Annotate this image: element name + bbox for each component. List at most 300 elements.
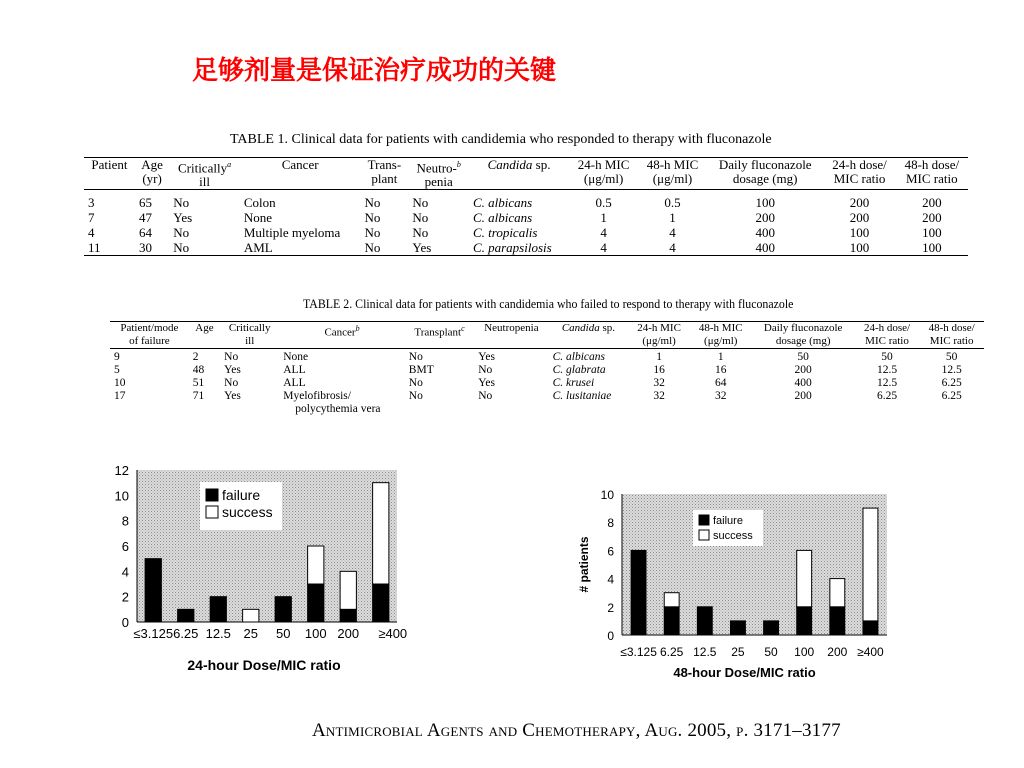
slide-title: 足够剂量是保证治疗成功的关键: [192, 56, 557, 86]
y-axis-title: # patients: [577, 536, 591, 593]
table-cell-text: 32: [715, 390, 727, 402]
table-cell-text: No: [364, 225, 381, 241]
table-cell-text: 50: [797, 351, 809, 363]
x-tick-label: 100: [304, 626, 327, 641]
table-cell-text: 17: [114, 390, 126, 402]
bar-failure: [178, 609, 194, 622]
bar-success: [340, 571, 356, 609]
table-cell: [628, 349, 690, 365]
table-cell: [360, 190, 408, 211]
table-cell: [690, 377, 752, 390]
table-cell-text: No: [224, 377, 239, 389]
table-cell: [84, 190, 135, 211]
y-tick-label: 2: [121, 589, 129, 605]
table1-header-2: [169, 158, 240, 190]
table2-header-9: [752, 322, 855, 349]
y-tick-label: 2: [607, 600, 614, 615]
table-cell-text: No: [412, 195, 429, 211]
table-cell: [823, 190, 895, 211]
table-cell-text: 5: [114, 364, 120, 376]
table-cell-text: 64: [138, 225, 152, 241]
table2-header-4: [405, 322, 474, 349]
table-cell: [240, 190, 361, 211]
table-cell: [896, 225, 968, 240]
table-cell-text: C. tropicalis: [472, 225, 538, 241]
table2-header-8-line2: (μg/ml): [704, 335, 738, 347]
table-cell-text: No: [412, 225, 429, 241]
table2-header-1-line1: Age: [195, 322, 214, 334]
table-row: [84, 190, 968, 211]
table-cell-text: No: [412, 210, 429, 226]
table-cell: [638, 225, 707, 240]
table-cell: [896, 240, 968, 256]
table-cell: [110, 349, 189, 365]
table2: [110, 321, 984, 416]
y-tick-label: 0: [121, 615, 129, 630]
table2-header-8-line1: 48-h MIC: [698, 322, 743, 334]
table1-header-5: [408, 158, 469, 190]
y-tick-label: 10: [114, 488, 129, 504]
table1-header-1-line1: Age: [141, 157, 163, 172]
table-cell: [896, 190, 968, 211]
table-cell-text: 100: [849, 225, 870, 241]
table-cell: [823, 210, 895, 225]
table-cell: [569, 210, 638, 225]
table1-header-8-line1: 48-h MIC: [646, 157, 699, 172]
table-cell: [474, 390, 548, 416]
table-cell-text: 9: [114, 351, 120, 363]
table-cell: [240, 225, 361, 240]
journal-citation: Antimicrobial Agents and Chemotherapy, Aug. 2005, p. 3171–3177: [312, 720, 841, 741]
x-tick-label: 6.25: [173, 626, 199, 641]
table-row: [84, 240, 968, 256]
x-tick-label: ≥400: [378, 626, 408, 641]
table2-header-2-line2: ill: [245, 335, 255, 347]
x-tick-label: 200: [827, 645, 848, 659]
table2-header-6: [549, 322, 629, 349]
table1-header-6-line1: Candida: [487, 157, 533, 172]
legend-swatch-failure: [206, 489, 218, 501]
table-cell: [135, 240, 169, 256]
bar-failure: [764, 621, 779, 635]
chart-48h-dose-mic: [560, 480, 920, 695]
table2-header-6-line2: sp.: [599, 322, 616, 334]
table-cell-text: Multiple myeloma: [243, 225, 341, 241]
table-cell: [135, 225, 169, 240]
table-cell: [855, 390, 920, 416]
table-cell-text: C. krusei: [552, 377, 595, 389]
table-cell-text: 30: [138, 240, 152, 256]
table2-header-3: [279, 322, 405, 349]
table-cell: [240, 240, 361, 256]
bar-success: [797, 550, 812, 606]
table-cell: [823, 225, 895, 240]
table-cell-text: 16: [653, 364, 665, 376]
table-cell-text: 200: [849, 195, 870, 211]
table-cell: [919, 364, 984, 377]
table-cell: [752, 377, 855, 390]
table-cell: [919, 390, 984, 416]
table-cell: [279, 364, 405, 377]
table-cell: [279, 390, 405, 416]
table-cell: [690, 364, 752, 377]
bar-failure: [863, 621, 878, 635]
table-cell-text: C. glabrata: [552, 364, 606, 376]
table1-header-11-line1: 48-h dose/: [904, 157, 960, 172]
table-cell-text: 3: [88, 195, 95, 211]
table-cell-text: 4: [669, 240, 676, 256]
table2-header-9-line1: Daily fluconazole: [763, 322, 843, 334]
table-cell: [189, 349, 220, 365]
table-cell-text: 100: [922, 225, 942, 241]
table-cell-text: Yes: [478, 377, 495, 389]
table-cell-text: No: [478, 364, 493, 376]
table-cell: [690, 390, 752, 416]
table-cell-text: 12.5: [876, 377, 898, 389]
table-cell: [220, 349, 279, 365]
table-cell-text: Yes: [224, 364, 241, 376]
table2-body: [110, 349, 984, 417]
table-cell: [84, 210, 135, 225]
table-cell-text: 200: [849, 210, 870, 226]
table-cell-text: 400: [794, 377, 812, 389]
table2-header-7-line2: (μg/ml): [642, 335, 676, 347]
table-cell: [84, 225, 135, 240]
x-tick-label: 50: [764, 645, 778, 659]
table-cell: [474, 349, 548, 365]
table-cell: [189, 364, 220, 377]
table2-header-0-line1: Patient/mode: [120, 322, 179, 334]
table-cell-text: C. albicans: [552, 351, 606, 363]
table1-header-5-line1: Neutro-: [416, 160, 457, 176]
table-cell-text: No: [408, 390, 423, 402]
table-cell-text: No: [364, 195, 381, 211]
table-cell: [638, 210, 707, 225]
table1-header-3: [240, 158, 361, 190]
table-cell-text: 4: [600, 225, 607, 241]
table2-caption: TABLE 2. Clinical data for patients with candidemia who failed to respond to therapy with fluconazole: [303, 297, 794, 311]
table-cell: [360, 225, 408, 240]
table1-header-0: [84, 158, 135, 190]
table-cell: [220, 377, 279, 390]
table1-header-2-line1: Critically: [177, 160, 228, 176]
table-cell-text: 400: [755, 240, 775, 256]
table-cell-text: 6.25: [941, 377, 962, 389]
table-cell-text: 1: [600, 210, 607, 226]
table-cell: [855, 377, 920, 390]
table-cell: [469, 240, 569, 256]
table-cell: [896, 210, 968, 225]
table2-header-11: [919, 322, 984, 349]
table1-header-2-footnote: a: [227, 160, 232, 169]
table-cell-text: 0.5: [595, 195, 612, 211]
table-cell-text: 50: [881, 351, 893, 363]
table-cell-text: 200: [794, 390, 812, 402]
table-row: [84, 210, 968, 225]
table-cell: [707, 225, 823, 240]
legend-swatch-success: [206, 506, 218, 518]
table-cell: [169, 190, 240, 211]
bar-success: [863, 508, 878, 621]
table-cell: [823, 240, 895, 256]
table-cell: [628, 377, 690, 390]
table-cell: [169, 210, 240, 225]
table1-header-row: [84, 158, 968, 190]
table-cell: [220, 390, 279, 416]
table2-header-10: [855, 322, 920, 349]
table2-header-3-footnote: b: [355, 324, 360, 333]
table-cell: [408, 210, 469, 225]
table-row: [110, 364, 984, 377]
table-cell-text: 16: [715, 364, 727, 376]
bar-failure: [797, 607, 812, 635]
table-cell: [240, 210, 361, 225]
x-tick-label: ≤3.125: [133, 626, 174, 641]
bar-success: [830, 579, 845, 607]
table-cell-text: No: [478, 390, 493, 402]
table-cell: [469, 225, 569, 240]
table-cell-text: 47: [138, 210, 152, 226]
table2-header-2: [220, 322, 279, 349]
table1-header-11: [896, 158, 968, 190]
table-row: [84, 225, 968, 240]
table1-header-8: [638, 158, 707, 190]
table2-header-3-line1: Cancer: [324, 326, 356, 339]
table-cell: [405, 349, 474, 365]
legend-label-success: success: [222, 504, 273, 520]
table-cell: [919, 377, 984, 390]
table2-header-5-line1: Neutropenia: [484, 322, 539, 334]
table-cell: [569, 190, 638, 211]
x-tick-label: 100: [794, 645, 815, 659]
table-cell-text: 0.5: [664, 195, 681, 211]
table-cell-text: ALL: [283, 377, 306, 389]
table1-header-6: [469, 158, 569, 190]
table-cell-text: Yes: [224, 390, 241, 402]
x-axis-title: 48-hour Dose/MIC ratio: [673, 665, 816, 680]
table-cell: [135, 190, 169, 211]
table-cell-text: 71: [192, 390, 205, 402]
table-cell: [919, 349, 984, 365]
table2-wrapper: [110, 321, 984, 440]
table-cell-text: No: [173, 240, 190, 256]
table2-header-row: [110, 322, 984, 349]
x-tick-label: 12.5: [693, 645, 717, 659]
table-cell-text: Colon: [243, 195, 276, 211]
table2-header-9-line2: dosage (mg): [775, 335, 831, 347]
table-cell: [628, 390, 690, 416]
table2-header-5: [474, 322, 548, 349]
table-cell: [628, 364, 690, 377]
bar-failure: [210, 597, 226, 622]
table-cell-text: 10: [114, 377, 126, 389]
table-cell: [405, 364, 474, 377]
bar-failure: [145, 559, 161, 622]
table-cell: [279, 349, 405, 365]
table1-header-4-line1: Trans-: [367, 157, 402, 172]
table1-header-10-line1: 24-h dose/: [832, 157, 887, 172]
table-cell: [855, 364, 920, 377]
legend-label-success: success: [713, 530, 753, 542]
table-cell: [360, 240, 408, 256]
bar-failure: [830, 607, 845, 635]
table-cell-text: C. parapsilosis: [472, 240, 552, 256]
y-tick-label: 4: [121, 564, 129, 580]
bar-failure: [730, 621, 745, 635]
table-cell: [752, 390, 855, 416]
table-cell: [408, 225, 469, 240]
table-cell-text: AML: [243, 240, 273, 256]
table-cell: [110, 364, 189, 377]
table1-header-7-line2: (μg/ml): [583, 171, 624, 186]
table2-header-4-line1: Transplant: [414, 326, 462, 339]
table1: [84, 157, 968, 256]
bar-failure: [275, 597, 291, 622]
table-cell: [279, 377, 405, 390]
table-cell-text: 51: [192, 377, 205, 389]
table-cell-text: 100: [922, 240, 942, 256]
table-cell-text: 4: [669, 225, 676, 241]
table-cell-text: 6.25: [941, 390, 962, 402]
bar-failure: [664, 607, 679, 635]
bar-success: [373, 483, 389, 584]
y-tick-label: 0: [607, 629, 614, 643]
table-cell-text: Yes: [173, 210, 193, 226]
table-cell: [189, 390, 220, 416]
table-cell-text: 400: [755, 225, 775, 241]
table1-header-9: [707, 158, 823, 190]
x-tick-label: 12.5: [205, 626, 231, 641]
chart-24h-dose-mic: [100, 460, 500, 690]
table2-header-6-line1: Candida: [561, 322, 600, 334]
legend-swatch-failure: [699, 515, 709, 525]
table1-header-9-line2: dosage (mg): [732, 171, 798, 186]
table1-header-7: [569, 158, 638, 190]
x-tick-label: ≤3.125: [620, 645, 657, 659]
table-cell: [549, 364, 629, 377]
table-cell-text: 65: [138, 195, 152, 211]
table-cell-text: C. lusitaniae: [552, 390, 612, 402]
x-tick-label: ≥400: [857, 645, 884, 659]
x-tick-label: 6.25: [660, 645, 684, 659]
table-cell-text: None: [243, 210, 272, 226]
table-cell-text: Myelofibrosis/: [283, 390, 351, 402]
table-cell: [569, 240, 638, 256]
table-cell: [469, 190, 569, 211]
table1-header-7-line1: 24-h MIC: [577, 157, 630, 172]
bar-failure: [340, 609, 356, 622]
table-cell-text: 11: [88, 240, 101, 256]
table-cell-text: No: [364, 240, 381, 256]
table-cell-text: ALL: [283, 364, 306, 376]
table1-header-9-line1: Daily fluconazole: [718, 157, 812, 172]
table1-header-3-line1: Cancer: [281, 157, 319, 172]
table-cell: [110, 390, 189, 416]
table-cell: [169, 240, 240, 256]
x-tick-label: 200: [337, 626, 360, 641]
y-tick-label: 12: [114, 463, 129, 478]
table1-caption: TABLE 1. Clinical data for patients with candidemia who responded to therapy with fluconazole: [230, 132, 772, 147]
table1-body: [84, 190, 968, 256]
table-cell-text: No: [408, 351, 423, 363]
x-tick-label: 25: [731, 645, 745, 659]
bar-success: [308, 546, 324, 584]
bar-failure: [631, 550, 646, 635]
table-cell-text: C. albicans: [472, 210, 533, 226]
table-cell-text: 200: [755, 210, 775, 226]
table-cell-text: 7: [88, 210, 95, 226]
table2-header-8: [690, 322, 752, 349]
table-cell: [408, 190, 469, 211]
table1-header-1: [135, 158, 169, 190]
table2-header-10-line2: MIC ratio: [865, 335, 909, 347]
legend-label-failure: failure: [222, 487, 261, 503]
table-cell-text: No: [224, 351, 239, 363]
table-cell: [707, 240, 823, 256]
table-cell-text: Yes: [412, 240, 432, 256]
table-cell: [169, 225, 240, 240]
table-cell: [549, 377, 629, 390]
table-row: [110, 377, 984, 390]
table-cell-text: 1: [669, 210, 676, 226]
table-cell: [474, 364, 548, 377]
table2-header-10-line1: 24-h dose/: [863, 322, 911, 334]
bar-failure: [373, 584, 389, 622]
table-cell-text: No: [364, 210, 381, 226]
table-cell: [405, 390, 474, 416]
table-cell-text: 12.5: [941, 364, 962, 376]
table1-header-4: [360, 158, 408, 190]
table-cell-text: C. albicans: [472, 195, 533, 211]
table-cell-text: 200: [922, 210, 942, 226]
table-cell-text: 12.5: [876, 364, 898, 376]
table1-header-0-line1: Patient: [91, 157, 128, 172]
table-cell-text: 2: [192, 351, 199, 363]
y-tick-label: 6: [607, 544, 614, 559]
table-cell: [408, 240, 469, 256]
table-cell: [707, 210, 823, 225]
table1-header-10-line2: MIC ratio: [833, 171, 886, 186]
y-tick-label: 8: [607, 516, 614, 531]
table-cell-text: 200: [794, 364, 812, 376]
table-cell: [855, 349, 920, 365]
table-cell-text: 1: [717, 351, 724, 363]
table2-header-0-line2: of failure: [129, 335, 170, 347]
table-cell-text: None: [283, 351, 309, 363]
table-cell-text: No: [408, 377, 423, 389]
table2-header-4-footnote: c: [461, 324, 465, 333]
table-cell-text: 32: [653, 377, 665, 389]
x-tick-label: 25: [243, 626, 258, 641]
table-cell-text: 50: [945, 351, 958, 363]
table-cell: [638, 240, 707, 256]
table-cell: [707, 190, 823, 211]
table-cell-text: 6.25: [876, 390, 898, 402]
table1-header-2-line2: ill: [199, 174, 210, 190]
table-cell-text: No: [173, 195, 190, 211]
table-cell-text: 4: [88, 225, 95, 241]
x-axis-title: 24-hour Dose/MIC ratio: [187, 657, 341, 673]
table-cell-text: 48: [192, 364, 205, 376]
table2-header-2-line1: Critically: [228, 322, 271, 334]
x-tick-label: 50: [276, 626, 291, 641]
table-cell: [752, 364, 855, 377]
table2-header-11-line1: 48-h dose/: [928, 322, 975, 334]
table-cell: [569, 225, 638, 240]
table1-header-8-line2: (μg/ml): [652, 171, 693, 186]
table-cell-text: 100: [755, 195, 775, 211]
table-cell: [135, 210, 169, 225]
